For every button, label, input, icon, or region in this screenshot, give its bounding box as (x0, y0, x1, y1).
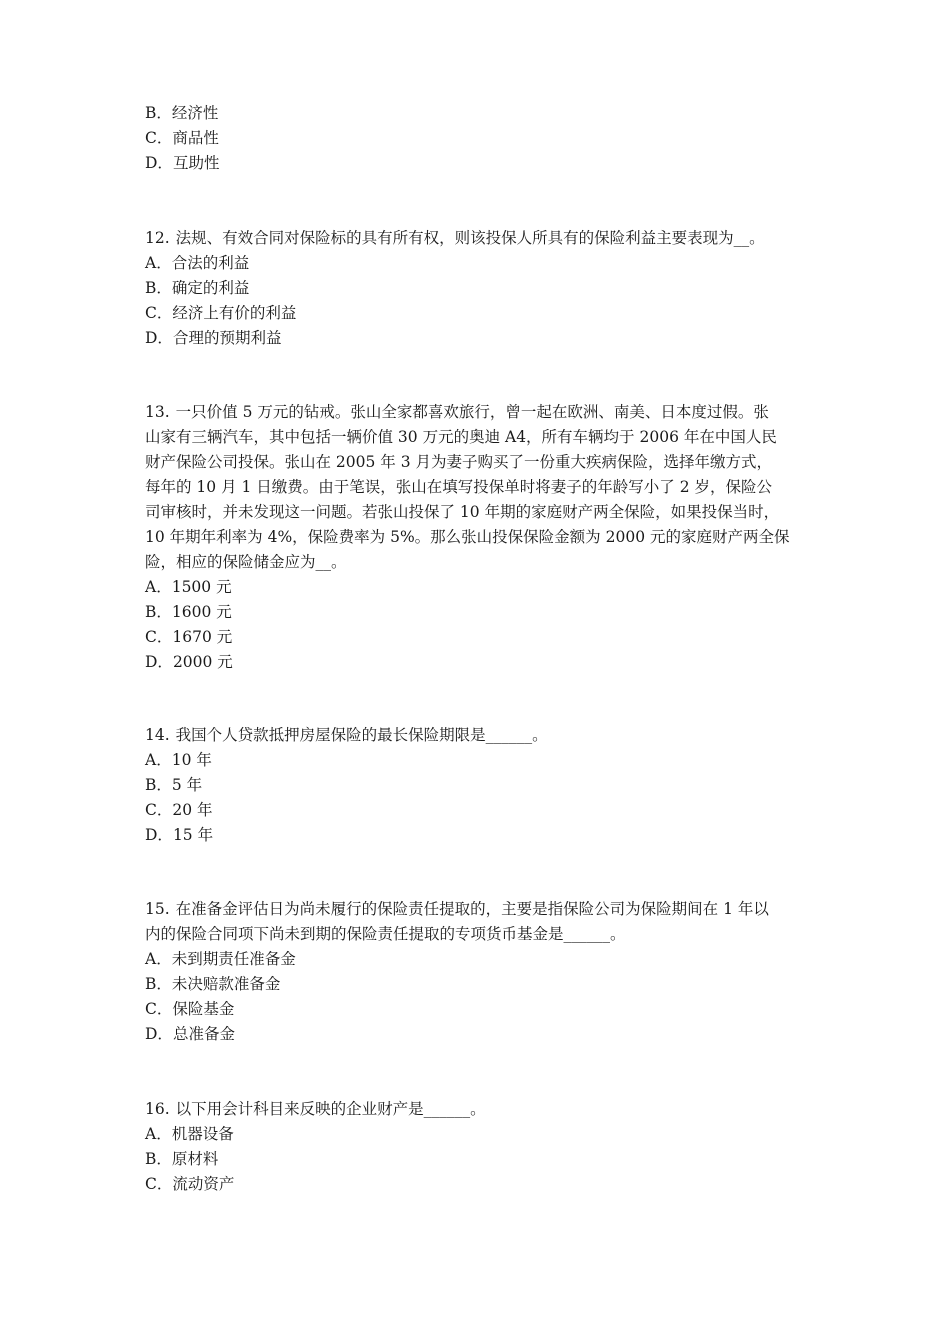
option-text: 10 年 (171, 751, 212, 769)
option-text: 1670 元 (172, 628, 233, 646)
option-a (145, 748, 815, 773)
option-text: 流动资产 (172, 1175, 235, 1193)
question-stem-line: 内的保险合同项下尚未到期的保险责任提取的专项货币基金是______。 (145, 925, 626, 943)
option-letter: C． (145, 628, 173, 646)
stem-line: 我国个人贷款抵押房屋保险的最长保险期限是______。 (175, 726, 548, 744)
stem-line: 在准备金评估日为尚未履行的保险责任提取的，主要是指保险公司为保险期间在 1 年以 (175, 900, 769, 918)
option-letter: C． (145, 801, 173, 819)
question-12 (145, 226, 815, 351)
option-d (145, 823, 815, 848)
option-text: 经济上有价的利益 (172, 304, 297, 322)
option-c (145, 1172, 815, 1197)
question-stem-line (145, 400, 815, 425)
option-text: 1500 元 (171, 578, 232, 596)
option-c (145, 798, 815, 823)
option-text: 2000 元 (172, 653, 233, 671)
question-13 (145, 400, 815, 675)
option-text: 机器设备 (171, 1125, 234, 1143)
option-letter: B． (145, 1150, 172, 1168)
option-letter: A． (145, 254, 172, 272)
option-text: 确定的利益 (171, 279, 250, 297)
option-letter: B． (145, 776, 172, 794)
option-d (145, 650, 815, 675)
question-stem (145, 723, 815, 748)
option-c (145, 625, 815, 650)
question-stem (145, 226, 815, 251)
option-letter: D． (145, 1025, 173, 1043)
option-letter: A． (145, 1125, 172, 1143)
option-b (145, 101, 815, 126)
question-stem (145, 1097, 815, 1122)
stem-line: 一只价值 5 万元的钻戒。张山全家都喜欢旅行，曾一起在欧洲、南美、日本度过假。张 (175, 403, 769, 421)
option-text: 合理的预期利益 (172, 329, 282, 347)
option-letter: A． (145, 751, 172, 769)
option-letter: D． (145, 653, 173, 671)
option-a (145, 251, 815, 276)
option-text: 保险基金 (172, 1000, 235, 1018)
question-stem-line: 财产保险公司投保。张山在 2005 年 3 月为妻子购买了一份重大疾病保险，选择年缴方式， (145, 453, 773, 471)
question-16 (145, 1097, 815, 1197)
option-d (145, 326, 815, 351)
option-letter: B． (145, 279, 172, 297)
option-text: 总准备金 (172, 1025, 235, 1043)
option-text: 20 年 (172, 801, 213, 819)
option-letter: D． (145, 826, 173, 844)
option-b (145, 972, 815, 997)
option-letter: B． (145, 603, 172, 621)
option-text: 互助性 (172, 154, 220, 172)
option-text: 经济性 (171, 104, 219, 122)
question-number: 15. (145, 900, 170, 918)
option-letter: D． (145, 329, 173, 347)
option-text: 商品性 (172, 129, 219, 147)
option-letter: C． (145, 304, 173, 322)
option-a (145, 947, 815, 972)
option-letter: D． (145, 154, 173, 172)
option-c (145, 301, 815, 326)
question-14 (145, 723, 815, 848)
question-stem-line: 10 年期年利率为 4%，保险费率为 5%。那么张山投保保险金额为 2000 元的家庭财产两全保 (145, 528, 790, 546)
option-a (145, 1122, 815, 1147)
option-b (145, 276, 815, 301)
question-11-options (145, 101, 815, 176)
option-text: 合法的利益 (171, 254, 250, 272)
option-b (145, 1147, 815, 1172)
stem-line: 以下用会计科目来反映的企业财产是______。 (175, 1100, 486, 1118)
question-stem-line: 山家有三辆汽车，其中包括一辆价值 30 万元的奥迪 A4，所有车辆均于 2006 年在中国人民 (145, 428, 777, 446)
question-stem-line: 每年的 10 月 1 日缴费。由于笔误，张山在填写投保单时将妻子的年龄写小了 2 岁，保险公 (145, 478, 773, 496)
option-text: 原材料 (171, 1150, 219, 1168)
option-letter: A． (145, 950, 172, 968)
question-number: 13. (145, 403, 170, 421)
question-stem-line: 险，相应的保险储金应为__。 (145, 553, 347, 571)
question-number: 16. (145, 1100, 170, 1118)
option-text: 15 年 (172, 826, 214, 844)
option-c (145, 997, 815, 1022)
option-text: 未到期责任准备金 (171, 950, 296, 968)
option-text: 未决赔款准备金 (171, 975, 281, 993)
question-number: 12. (145, 229, 170, 247)
option-d (145, 1022, 815, 1047)
option-a (145, 575, 815, 600)
option-letter: A． (145, 578, 172, 596)
option-text: 5 年 (171, 776, 203, 794)
option-c (145, 126, 815, 151)
stem-line: 法规、有效合同对保险标的具有所有权，则该投保人所具有的保险利益主要表现为__。 (175, 229, 765, 247)
option-b (145, 773, 815, 798)
option-letter: C． (145, 1000, 173, 1018)
question-15 (145, 897, 815, 1047)
option-letter: C． (145, 129, 173, 147)
option-letter: B． (145, 975, 172, 993)
option-letter: B． (145, 104, 172, 122)
question-number: 14. (145, 726, 170, 744)
question-stem-line (145, 897, 815, 922)
question-stem-line: 司审核时，并未发现这一问题。若张山投保了 10 年期的家庭财产两全保险，如果投保当时， (145, 503, 780, 521)
option-text: 1600 元 (171, 603, 232, 621)
option-d (145, 151, 815, 176)
option-b (145, 600, 815, 625)
option-letter: C． (145, 1175, 173, 1193)
